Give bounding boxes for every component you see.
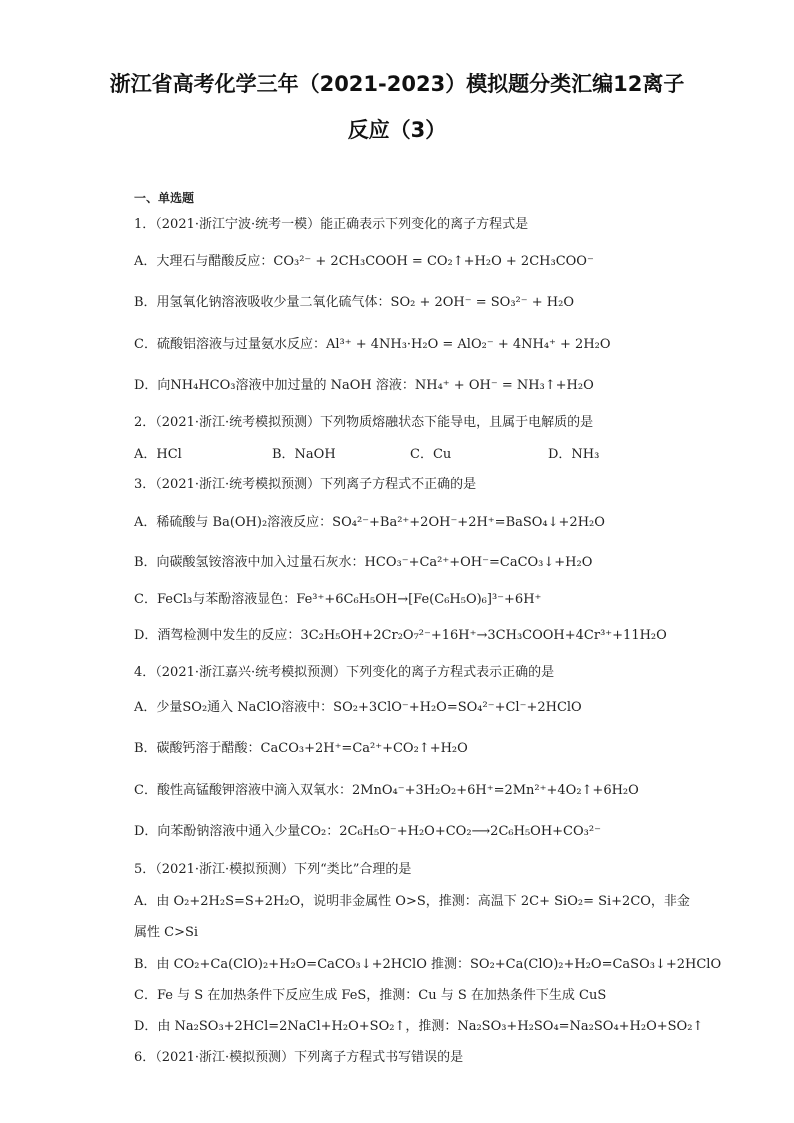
question-1-option-c: C．硫酸铝溶液与过量氨水反应：Al³⁺ + 4NH₃·H₂O = AlO₂⁻ + 4NH₄⁺ + 2H₂O: [134, 337, 611, 352]
question-2-option-b: B．NaOH: [272, 447, 336, 462]
question-2-stem: 2．（2021·浙江·统考模拟预测）下列物质熔融状态下能导电，且属于电解质的是: [134, 415, 594, 430]
question-2-option-a: A．HCl: [134, 447, 182, 462]
document-title-line-1: 浙江省高考化学三年（2021-2023）模拟题分类汇编12离子: [109, 72, 685, 96]
question-5-option-a-continued: 属性 C>Si: [134, 925, 199, 940]
question-5-option-a: A．由 O₂+2H₂S=S+2H₂O，说明非金属性 O>S，推测：高温下 2C+ SiO₂= Si+2CO，非金: [134, 894, 690, 909]
question-5-option-d: D．由 Na₂SO₃+2HCl=2NaCl+H₂O+SO₂↑，推测：Na₂SO₃+H₂SO₄=Na₂SO₄+H₂O+SO₂↑: [134, 1019, 704, 1034]
section-heading: 一、单选题: [134, 191, 195, 205]
question-3-option-d: D．酒驾检测中发生的反应：3C₂H₅OH+2Cr₂O₇²⁻+16H⁺→3CH₃COOH+4Cr³⁺+11H₂O: [134, 628, 667, 643]
question-4-option-d: D．向苯酚钠溶液中通入少量CO₂：2C₆H₅O⁻+H₂O+CO₂⟶2C₆H₅OH+CO₃²⁻: [134, 824, 601, 839]
question-4-stem: 4．（2021·浙江嘉兴·统考模拟预测）下列变化的离子方程式表示正确的是: [134, 665, 555, 680]
question-4-option-c: C．酸性高锰酸钾溶液中滴入双氧水：2MnO₄⁻+3H₂O₂+6H⁺=2Mn²⁺+4O₂↑+6H₂O: [134, 783, 639, 798]
question-1-option-d: D．向NH₄HCO₃溶液中加过量的 NaOH 溶液：NH₄⁺ + OH⁻ = NH₃↑+H₂O: [134, 378, 594, 393]
question-1-stem: 1．（2021·浙江宁波·统考一模）能正确表示下列变化的离子方程式是: [134, 217, 529, 232]
question-4-option-a: A．少量SO₂通入 NaClO溶液中：SO₂+3ClO⁻+H₂O=SO₄²⁻+Cl⁻+2HClO: [134, 700, 582, 715]
question-3-option-a: A．稀硫酸与 Ba(OH)₂溶液反应：SO₄²⁻+Ba²⁺+2OH⁻+2H⁺=BaSO₄↓+2H₂O: [134, 515, 605, 530]
question-2-option-d: D．NH₃: [548, 447, 600, 462]
question-3-option-c: C．FeCl₃与苯酚溶液显色：Fe³⁺+6C₆H₅OH→[Fe(C₆H₅O)₆]³⁻+6H⁺: [134, 592, 542, 607]
question-6-stem: 6．（2021·浙江·模拟预测）下列离子方程式书写错误的是: [134, 1050, 464, 1065]
question-1-option-b: B．用氢氧化钠溶液吸收少量二氧化硫气体：SO₂ + 2OH⁻ = SO₃²⁻ + H₂O: [134, 295, 574, 310]
question-4-option-b: B．碳酸钙溶于醋酸：CaCO₃+2H⁺=Ca²⁺+CO₂↑+H₂O: [134, 741, 468, 756]
question-1-option-a: A．大理石与醋酸反应：CO₃²⁻ + 2CH₃COOH = CO₂↑+H₂O + 2CH₃COO⁻: [134, 254, 594, 269]
question-3-stem: 3．（2021·浙江·统考模拟预测）下列离子方程式不正确的是: [134, 477, 477, 492]
question-5-option-c: C．Fe 与 S 在加热条件下反应生成 FeS，推测：Cu 与 S 在加热条件下生成 CuS: [134, 988, 607, 1003]
question-5-option-b: B．由 CO₂+Ca(ClO)₂+H₂O=CaCO₃↓+2HClO 推测：SO₂+Ca(ClO)₂+H₂O=CaSO₃↓+2HClO: [134, 957, 722, 972]
question-3-option-b: B．向碳酸氢铵溶液中加入过量石灰水：HCO₃⁻+Ca²⁺+OH⁻=CaCO₃↓+H₂O: [134, 555, 593, 570]
document-title-line-2: 反应（3）: [347, 118, 447, 142]
question-5-stem: 5．（2021·浙江·模拟预测）下列“类比”合理的是: [134, 862, 412, 877]
question-2-options: [134, 443, 674, 461]
question-2-option-c: C．Cu: [410, 447, 452, 462]
